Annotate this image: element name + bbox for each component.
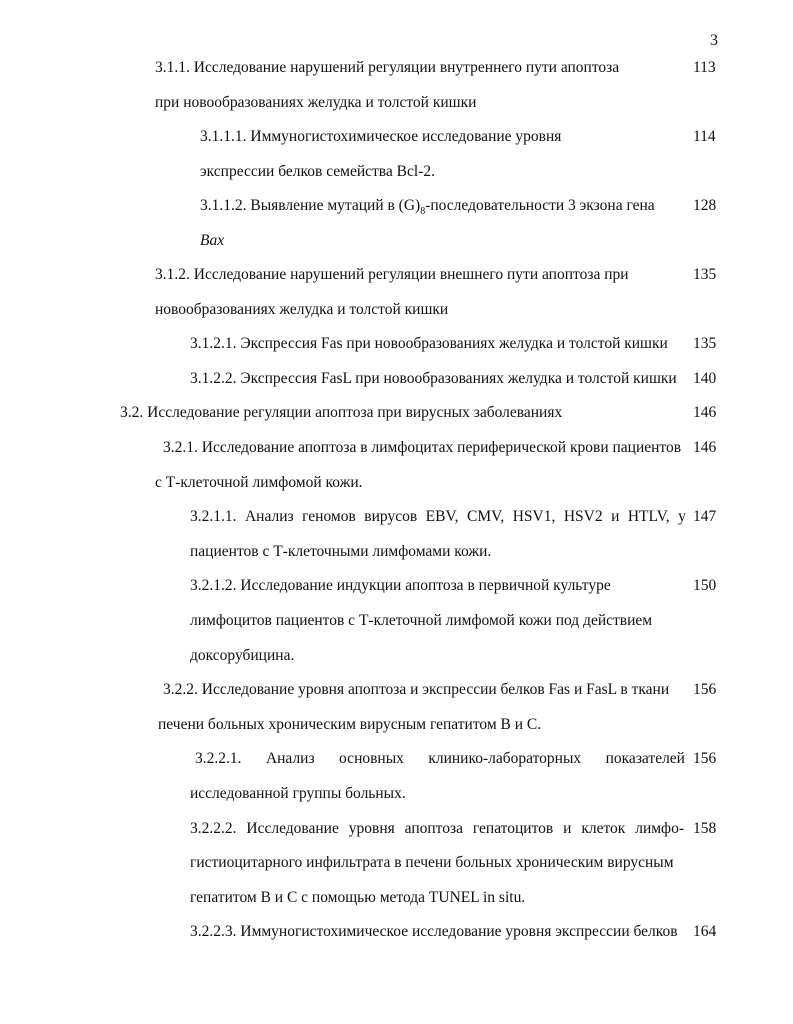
toc-entry-3-2-1: 3.2.1. Исследование апоптоза в лимфоцитах периферической крови пациентов bbox=[163, 439, 682, 456]
toc-entry-3-2-2-1 bbox=[195, 750, 685, 768]
toc-word: клеток bbox=[581, 820, 626, 837]
toc-entry-3-2: 3.2. Исследование регуляции апоптоза при вирусных заболеваниях bbox=[120, 404, 563, 421]
toc-page-number: 146 bbox=[693, 439, 717, 456]
toc-entry-3-1-1-1: 3.1.1.1. Иммуногистохимическое исследование уровня bbox=[200, 128, 562, 145]
gene-name: Bax bbox=[200, 232, 225, 249]
toc-page-number: 113 bbox=[693, 59, 716, 76]
toc-entry-3-1-1: 3.1.1. Исследование нарушений регуляции внутреннего пути апоптоза bbox=[155, 59, 620, 76]
toc-word: геномов bbox=[302, 508, 356, 525]
toc-entry-3-1-2-2: 3.1.2.2. Экспрессия FasL при новообразованиях желудка и толстой кишки bbox=[190, 370, 677, 387]
toc-entry-3-2-1-1 bbox=[190, 508, 686, 526]
toc-entry-3-1-1-2 bbox=[200, 197, 655, 221]
toc-entry-continuation: с Т-клеточной лимфомой кожи. bbox=[155, 474, 363, 491]
toc-entry-continuation: пациентов с Т-клеточными лимфомами кожи. bbox=[190, 543, 492, 560]
toc-entry-3-2-1-2: 3.2.1.2. Исследование индукции апоптоза в первичной культуре bbox=[190, 577, 611, 594]
toc-word: гепатоцитов bbox=[472, 820, 554, 837]
toc-entry-continuation: печени больных хроническим вирусным гепатитом В и С. bbox=[158, 716, 542, 733]
toc-word: основных bbox=[339, 750, 404, 767]
toc-entry-continuation: доксорубицина. bbox=[190, 647, 295, 664]
toc-page-number: 140 bbox=[693, 370, 717, 387]
toc-entry-continuation: исследованной группы больных. bbox=[190, 785, 406, 802]
toc-entry-3-2-2-3: 3.2.2.3. Иммуногистохимическое исследование уровня экспрессии белков bbox=[190, 923, 678, 940]
toc-word: уровня bbox=[348, 820, 395, 837]
toc-word: вирусов bbox=[364, 508, 418, 525]
toc-entry-text: -последовательности 3 экзона гена bbox=[425, 197, 655, 214]
toc-word: Анализ bbox=[265, 750, 315, 767]
toc-word: показателей bbox=[605, 750, 685, 767]
toc-entry-3-2-2: 3.2.2. Исследование уровня апоптоза и экспрессии белков Fas и FasL в ткани bbox=[163, 681, 670, 698]
toc-word: CMV, bbox=[467, 508, 505, 525]
toc-entry-3-1-2: 3.1.2. Исследование нарушений регуляции внешнего пути апоптоза при bbox=[155, 266, 629, 283]
subscript: 8 bbox=[420, 206, 426, 218]
toc-page-number: 156 bbox=[693, 750, 717, 767]
toc-word: Анализ bbox=[244, 508, 294, 525]
toc-page-number: 135 bbox=[693, 335, 717, 352]
page-number: 3 bbox=[710, 32, 718, 49]
toc-entry-3-2-2-2 bbox=[190, 820, 684, 838]
toc-page-number: 156 bbox=[693, 681, 717, 698]
toc-entry-3-1-2-1: 3.1.2.1. Экспрессия Fas при новообразованиях желудка и толстой кишки bbox=[190, 335, 668, 352]
toc-page-number: 164 bbox=[693, 923, 717, 940]
toc-word: EBV, bbox=[425, 508, 459, 525]
toc-entry-continuation: лимфоцитов пациентов с Т-клеточной лимфомой кожи под действием bbox=[190, 612, 653, 629]
toc-page-number: 114 bbox=[693, 128, 716, 145]
toc-entry-continuation: экспрессии белков семейства Bcl-2. bbox=[200, 163, 435, 180]
toc-word: и bbox=[563, 820, 572, 837]
toc-word: апоптоза bbox=[404, 820, 463, 837]
toc-word: 3.2.2.1. bbox=[195, 750, 242, 767]
toc-page-number: 128 bbox=[693, 197, 717, 214]
toc-word: 3.2.1.1. bbox=[190, 508, 237, 525]
toc-entry-continuation: гистиоцитарного инфильтрата в печени больных хроническим вирусным bbox=[190, 854, 674, 871]
toc-word: HTLV, bbox=[627, 508, 670, 525]
toc-entry-text: 3.1.1.2. Выявление мутаций в (G) bbox=[200, 197, 421, 214]
toc-entry-continuation: новообразованиях желудка и толстой кишки bbox=[155, 301, 449, 318]
toc-word: клинико-лабораторных bbox=[428, 750, 582, 767]
toc-page-number: 146 bbox=[693, 404, 717, 421]
toc-word: HSV1, bbox=[512, 508, 556, 525]
toc-entry-continuation: при новообразованиях желудка и толстой кишки bbox=[155, 94, 477, 111]
toc-word: 3.2.2.2. bbox=[190, 820, 237, 837]
toc-word: у bbox=[678, 508, 686, 525]
toc-entry-continuation: гепатитом В и С с помощью метода TUNEL in situ. bbox=[190, 889, 526, 906]
toc-entry-continuation bbox=[200, 232, 224, 250]
toc-word: лимфо- bbox=[635, 820, 684, 837]
toc-page-number: 150 bbox=[693, 577, 717, 594]
toc-word: HSV2 bbox=[563, 508, 603, 525]
toc-page-number: 147 bbox=[693, 508, 717, 525]
toc-page-number: 158 bbox=[693, 820, 717, 837]
toc-word: и bbox=[611, 508, 620, 525]
toc-word: Исследование bbox=[246, 820, 339, 837]
toc-page-number: 135 bbox=[693, 266, 717, 283]
